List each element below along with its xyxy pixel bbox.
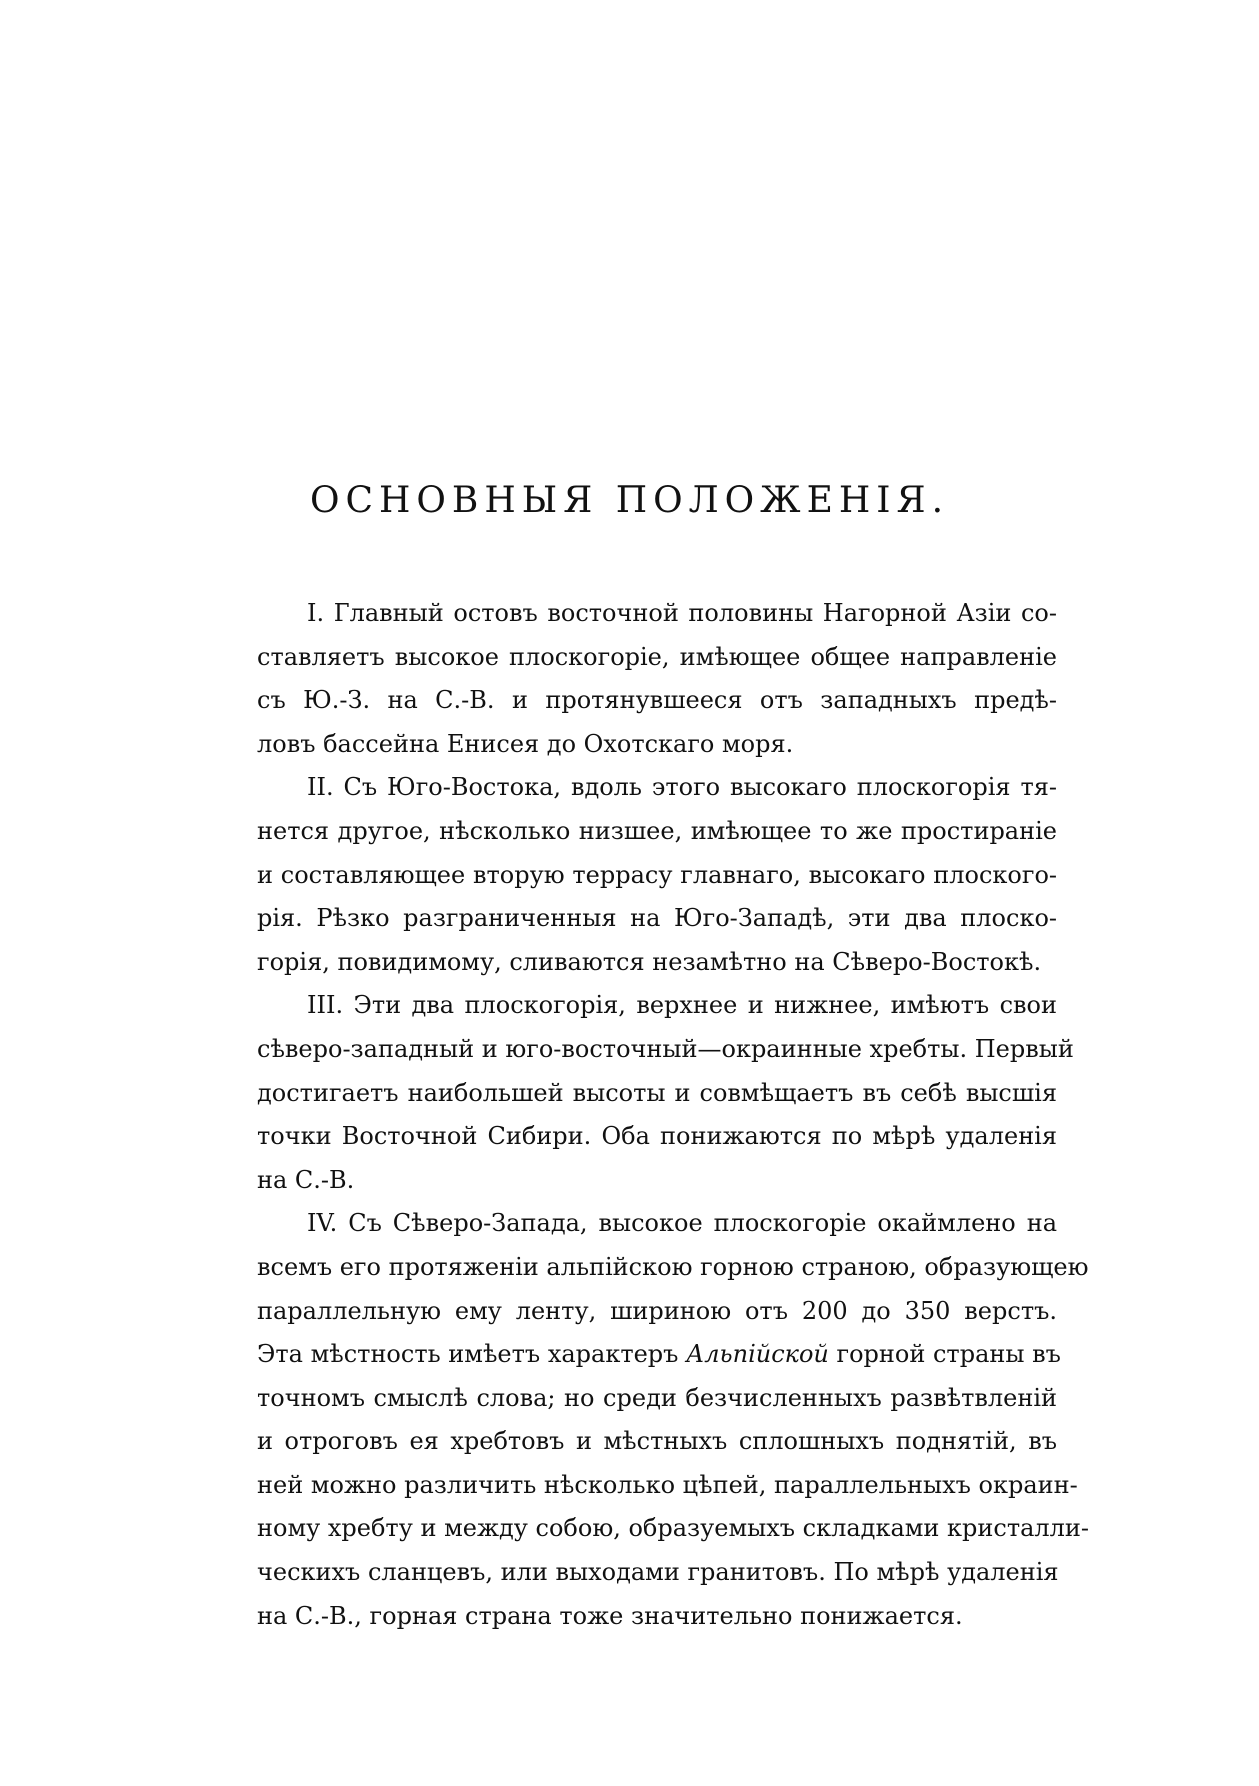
- text-line: на С.-В.: [257, 1165, 355, 1194]
- text-line: и отроговъ ея хребтовъ и мѣстныхъ сплошныхъ поднятій, въ: [257, 1427, 1057, 1456]
- text-line: точномъ смыслѣ слова; но среди безчисленныхъ развѣтвленій: [257, 1383, 1057, 1412]
- body-text: [207, 592, 1090, 1638]
- text-line: и составляющее вторую террасу главнаго, высокаго плоского-: [257, 860, 1057, 889]
- text-line: на С.-В., горная страна тоже значительно понижается.: [257, 1601, 963, 1630]
- text-line: IV. Съ Сѣверо-Запада, высокое плоскогоріе окаймлено на: [307, 1209, 1057, 1238]
- text-line: горія, повидимому, сливаются незамѣтно на Сѣверо-Востокѣ.: [257, 947, 1042, 976]
- text-segment: Эта мѣстность имѣетъ характеръ: [257, 1340, 679, 1369]
- text-line: ческихъ сланцевъ, или выходами гранитовъ. По мѣрѣ удаленія: [257, 1558, 1059, 1587]
- text-line: ному хребту и между собою, образуемыхъ складками кристалли-: [257, 1514, 1090, 1543]
- text-line: ставляетъ высокое плоскогоріе, имѣющее общее направленіе: [257, 642, 1057, 671]
- paragraph-4: [207, 1202, 1090, 1638]
- text-line: параллельную ему ленту, шириною отъ 200 до 350 верстъ.: [257, 1296, 1057, 1325]
- paragraph-1: [207, 592, 1057, 766]
- italic-word: Альпійской: [686, 1340, 829, 1369]
- text-line: ловъ бассейна Енисея до Охотскаго моря.: [257, 729, 794, 758]
- text-line: I. Главный остовъ восточной половины Нагорной Азіи со-: [307, 599, 1057, 627]
- text-line: рія. Рѣзко разграниченныя на Юго-Западѣ, эти два плоско-: [257, 904, 1057, 933]
- text-segment: горной страны въ: [836, 1340, 1061, 1369]
- text-line: съ Ю.-З. на С.-В. и протянувшееся отъ западныхъ предѣ-: [257, 686, 1057, 715]
- text-line: точки Восточной Сибири. Оба понижаются по мѣрѣ удаленія: [257, 1122, 1057, 1151]
- paragraph-3: [207, 984, 1074, 1202]
- paragraph-2: [207, 766, 1057, 984]
- text-line: II. Съ Юго-Востока, вдоль этого высокаго плоскогорія тя-: [307, 773, 1057, 802]
- text-line: достигаетъ наибольшей высоты и совмѣщаетъ въ себѣ высшія: [257, 1078, 1057, 1107]
- text-line: сѣверо-западный и юго-восточный—окраинные хребты. Первый: [257, 1034, 1074, 1063]
- text-line: III. Эти два плоскогорія, верхнее и нижнее, имѣютъ свои: [307, 991, 1057, 1020]
- text-line: ней можно различить нѣсколько цѣпей, параллельныхъ окраин-: [257, 1470, 1078, 1499]
- text-line: всемъ его протяженіи альпійскою горною страною, образующею: [257, 1252, 1089, 1281]
- page-title: ОСНОВНЫЯ ПОЛОЖЕНІЯ.: [309, 480, 950, 521]
- text-line: нется другое, нѣсколько низшее, имѣющее то же простираніе: [257, 816, 1057, 845]
- text-line-with-italic: [207, 1333, 1061, 1377]
